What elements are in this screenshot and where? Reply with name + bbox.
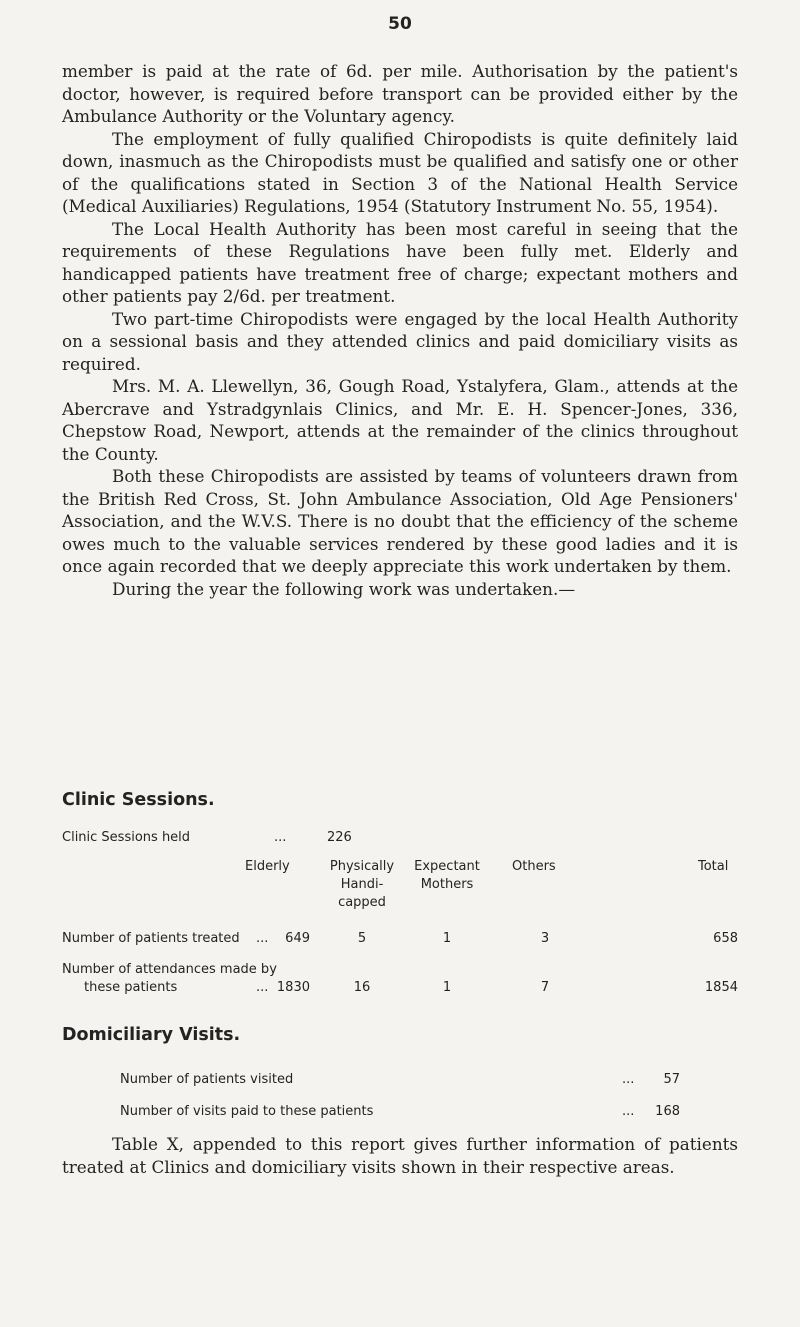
row-attendances-total: 1854: [704, 980, 738, 995]
row-attendances-elderly: 1830: [276, 980, 310, 995]
paragraph-6: Both these Chiropodists are assisted by teams of volunteers drawn from the British Red Cross, St. John Ambulance Association, Old Age Pensioners' Association, and the W.V.S. There is no doubt that the efficiency of the scheme owes much to the valuable services rendered by these good ladies and it is once again recorded that we deeply appreciate this work undertaken by them.: [62, 466, 738, 576]
col-physically-line1: Physically: [329, 859, 395, 874]
domiciliary-patients-visited-label: Number of patients visited: [120, 1072, 294, 1087]
clinic-sessions-held-label: Clinic Sessions held: [62, 830, 191, 845]
row-attendances-dots: ...: [256, 980, 269, 995]
col-physically-line2: Handi-: [340, 877, 384, 892]
paragraph-2: The employment of fully qualified Chiropodists is quite definitely laid down, inasmuch as the Chiropodists must be qualified and satisfy one or other of the qualifications stated in Section 3 of the National Health Service (Medical Auxiliaries) Regulations, 1954 (Statutory Instrument No. 55, 1954).: [62, 128, 738, 216]
domiciliary-patients-visited-value: 57: [663, 1072, 680, 1087]
row-attendances-expectant: 1: [442, 980, 452, 995]
row-patients-treated-dots: ...: [256, 931, 269, 946]
domiciliary-visits-paid-label: Number of visits paid to these patients: [120, 1104, 374, 1119]
paragraph-1: member is paid at the rate of 6d. per mile. Authorisation by the patient's doctor, however, is required before transport can be provided either by the Ambulance Authority or the Voluntary agency.: [62, 61, 738, 126]
row-patients-treated-elderly: 649: [285, 931, 310, 946]
col-others: Others: [512, 859, 556, 874]
paragraph-7: During the year the following work was undertaken.—: [112, 578, 576, 599]
col-elderly: Elderly: [245, 859, 290, 874]
col-expectant-line1: Expectant: [414, 859, 480, 874]
clinic-sessions-held-dots: ...: [274, 830, 287, 845]
row-attendances-label-line2: these patients: [84, 980, 178, 995]
domiciliary-patients-visited-dots: ...: [622, 1072, 635, 1087]
col-physically-line3: capped: [338, 895, 386, 910]
paragraph-5: Mrs. M. A. Llewellyn, 36, Gough Road, Ystalyfera, Glam., attends at the Abercrave and Ystradgynlais Clinics, and Mr. E. H. Spencer-Jones, 336, Chepstow Road, Newport, attends at the remainder of the clinics throughout the County.: [62, 376, 738, 464]
col-expectant-line2: Mothers: [420, 877, 474, 892]
row-attendances-physically: 16: [353, 980, 371, 995]
row-patients-treated-expectant: 1: [442, 931, 452, 946]
clinic-sessions-heading: Clinic Sessions.: [62, 790, 215, 810]
closing-paragraph: Table X, appended to this report gives further information of patients treated at Clinics and domiciliary visits shown in their respective areas.: [62, 1134, 738, 1177]
body-text: [62, 60, 738, 600]
row-patients-treated-physically: 5: [357, 931, 367, 946]
col-total: Total: [698, 859, 729, 874]
domiciliary-visits-heading: Domiciliary Visits.: [62, 1025, 241, 1045]
row-patients-treated-label: Number of patients treated: [62, 931, 240, 946]
row-patients-treated-total: 658: [713, 931, 738, 946]
paragraph-4: Two part-time Chiropodists were engaged by the local Health Authority on a sessional basis and they attended clinics and paid domiciliary visits as required.: [62, 308, 738, 374]
paragraph-3: The Local Health Authority has been most careful in seeing that the requirements of these Regulations have been fully met. Elderly and handicapped patients have treatment free of charge; expectant mothers and other patients pay 2/6d. per treatment.: [62, 218, 738, 306]
row-attendances-others: 7: [540, 980, 550, 995]
clinic-sessions-held-value: 226: [327, 830, 352, 845]
page-number: 50: [388, 14, 412, 34]
domiciliary-visits-paid-value: 168: [655, 1104, 680, 1119]
domiciliary-visits-paid-dots: ...: [622, 1104, 635, 1119]
row-attendances-label-line1: Number of attendances made by: [62, 962, 277, 977]
row-patients-treated-others: 3: [540, 931, 550, 946]
